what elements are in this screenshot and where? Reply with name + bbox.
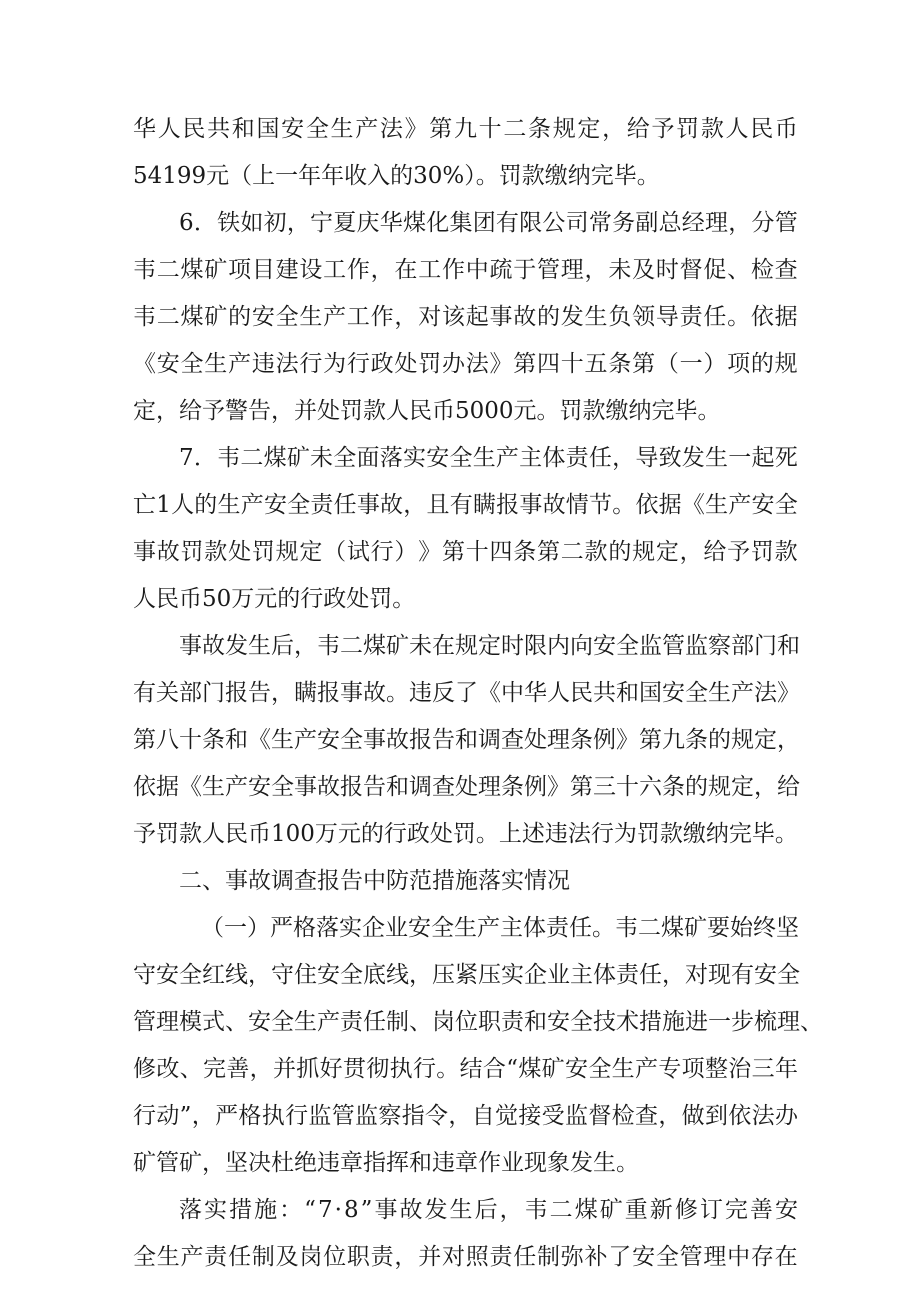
- text-line: 亡 1 人 的 生 产 安 全 责 任 事 故 ， 且 有 瞒 报 事 故 情 节 。 依 据 《 生 产 安 全: [133, 492, 798, 518]
- text-line: 《 安 全 生 产 违 法 行 为 行 政 处 罚 办 法 》 第 四 十 五 条 第 （ 一 ） 项 的 规: [133, 351, 798, 377]
- text-line: 予 罚 款 人 民 币 100 万 元 的 行 政 处 罚 。 上 述 违 法 行 为 罚 款 缴 纳 完 毕 。: [133, 821, 798, 847]
- text-line: 守 安 全 红 线 ， 守 住 安 全 底 线 ， 压 紧 压 实 企 业 主 体 责 任 ， 对 现 有 安 全: [133, 962, 800, 988]
- text-line: 事 故 罚 款 处 罚 规 定 （ 试 行 ） 》 第 十 四 条 第 二 款 的 规 定 ， 给 予 罚 款: [133, 539, 798, 565]
- text-line: 依 据 《 生 产 安 全 事 故 报 告 和 调 查 处 理 条 例 》 第 三 十 六 条 的 规 定 ， 给: [133, 774, 800, 800]
- text-line: 6 ． 铁 如 初 ， 宁 夏 庆 华 煤 化 集 团 有 限 公 司 常 务 副 总 经 理 ， 分 管: [179, 210, 798, 236]
- text-line: 管 理 模 式 、 安 全 生 产 责 任 制 、 岗 位 职 责 和 安 全 技 术 措 施 进 一 步 梳 理 、: [133, 1009, 823, 1035]
- text-line: （ 一 ） 严 格 落 实 企 业 安 全 生 产 主 体 责 任 。 韦 二 煤 矿 要 始 终 坚: [201, 915, 799, 941]
- text-line: 全 生 产 责 任 制 及 岗 位 职 责 ， 并 对 照 责 任 制 弥 补 了 安 全 管 理 中 存 在: [133, 1244, 798, 1270]
- text-line: 定，给予警告，并处罚款人民币5000元。罚款缴纳完毕。: [133, 398, 721, 424]
- text-line: 韦 二 煤 矿 的 安 全 生 产 工 作 ， 对 该 起 事 故 的 发 生 负 领 导 责 任 。 依 据: [133, 304, 798, 330]
- text-line: 事 故 发 生 后 ， 韦 二 煤 矿 未 在 规 定 时 限 内 向 安 全 监 管 监 察 部 门 和: [179, 633, 800, 659]
- text-line: 人民币50万元的行政处罚。: [133, 586, 416, 612]
- text-line: 行 动 ” ， 严 格 执 行 监 管 监 察 指 令 ， 自 觉 接 受 监 督 检 查 ， 做 到 依 法 办: [133, 1103, 798, 1129]
- text-line: 矿管矿，坚决杜绝违章指挥和违章作业现象发生。: [133, 1150, 639, 1176]
- text-line: 有 关 部 门 报 告 ， 瞒 报 事 故 。 违 反 了 《 中 华 人 民 共 和 国 安 全 生 产 法 》: [133, 680, 800, 706]
- text-line: 54199元（上一年年收入的30%）。罚款缴纳完毕。: [133, 163, 660, 189]
- text-line: 韦 二 煤 矿 项 目 建 设 工 作 ， 在 工 作 中 疏 于 管 理 ， 未 及 时 督 促 、 检 查: [133, 257, 798, 283]
- text-line: 落 实 措 施 ： “ 7 · 8 ” 事 故 发 生 后 ， 韦 二 煤 矿 重 新 修 订 完 善 安: [179, 1197, 798, 1223]
- text-line: 华 人 民 共 和 国 安 全 生 产 法 》 第 九 十 二 条 规 定 ， 给 予 罚 款 人 民 币: [133, 116, 798, 142]
- text-line: 7 ． 韦 二 煤 矿 未 全 面 落 实 安 全 生 产 主 体 责 任 ， 导 致 发 生 一 起 死: [179, 445, 798, 471]
- text-line: 修 改 、 完 善 ， 并 抓 好 贯 彻 执 行 。 结 合 “ 煤 矿 安 全 生 产 专 项 整 治 三 年: [133, 1056, 798, 1082]
- text-line: 第 八 十 条 和 《 生 产 安 全 事 故 报 告 和 调 查 处 理 条 例 》 第 九 条 的 规 定 ，: [133, 727, 800, 753]
- section-heading: 二、事故调查报告中防范措施落实情况: [179, 868, 570, 894]
